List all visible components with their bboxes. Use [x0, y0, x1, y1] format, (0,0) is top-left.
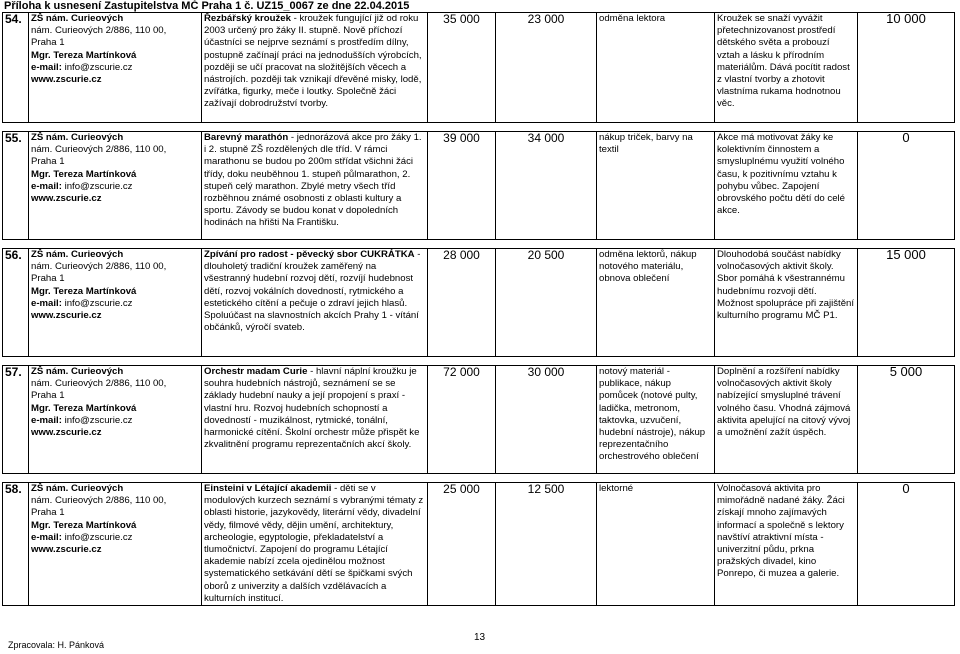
project-description-cell	[202, 483, 428, 606]
project-title: Zpívání pro radost - pěvecký sbor CUKRÁTKA	[204, 249, 415, 260]
table-row	[3, 132, 955, 240]
justification: Dlouhodobá součást nabídky volnočasových aktivit školy. Sbor pomáhá k všestrannému hudebnímu rozvoji dětí. Možnost spolupráce při zajištění kulturního programu MČ P1.	[715, 249, 858, 357]
org-line: nám. Curieových 2/886, 110 00,	[31, 25, 167, 37]
project-title: Einsteini v Létající akademii	[204, 483, 332, 494]
total-cost: 72 000	[428, 366, 496, 474]
org-line: Praha 1	[31, 390, 65, 402]
org-line: ZŠ nám. Curieových	[31, 249, 124, 260]
total-cost: 35 000	[428, 13, 496, 123]
org-line: ZŠ nám. Curieových	[31, 132, 124, 143]
project-description: - dlouholetý tradiční kroužek zaměřený na všestranný hudební rozvoj dětí, rozvíjí hudebnost dětí, rozvoj vokálních dovedností, rytmického a estetického cítění a pečuje o zdraví jejich hlasů. Spoluúčast na slavnostních akcích Prahy 1 - vítání občánků, výročí svateb.	[204, 249, 421, 334]
org-line: e-mail: info@zscurie.cz	[31, 297, 133, 309]
requested-amount: 23 000	[496, 13, 597, 123]
project-description: - kroužek fungující již od roku 2003 určený pro žáky II. stupně. Nově příchozí účastníci se nejprve seznámí s prostředím dílny, postupně začínají práci na jednodušších výrobcích, později se učí pracovat na složitějších věcech a nástrojích. později tak vznikají dřevěné misky, lodě, zvířátka, figurky, meče i loutky. Společně žáci zažívají dobrodružství tvorby.	[204, 13, 422, 110]
organization-cell	[29, 249, 202, 357]
org-line: www.zscurie.cz	[31, 193, 102, 205]
project-title: Řezbářský kroužek	[204, 13, 291, 24]
organization-cell	[29, 366, 202, 474]
org-line: nám. Curieových 2/886, 110 00,	[31, 261, 167, 273]
org-line: e-mail: info@zscurie.cz	[31, 414, 133, 426]
requested-amount: 30 000	[496, 366, 597, 474]
project-title: Barevný marathón	[204, 132, 289, 143]
row-gap	[3, 474, 955, 483]
row-number: 56.	[3, 249, 29, 357]
project-description-cell	[202, 366, 428, 474]
total-cost: 28 000	[428, 249, 496, 357]
project-description: - děti se v modulových kurzech seznámí s vybranými tématy z oblasti historie, jazykovědy, literární vědy, divadelní vědy, filmové vědy, dějin umění, architektury, archeologie, egyptologie, překladatelství a tlumočnictví. Zapojení do programu Létající akademie nabízí zcela ojedinělou možnost systematického setkávání dětí se špičkami svých oborů z univerzity a dalších vzdělávacích a kulturních institucí.	[204, 483, 424, 604]
org-line: ZŠ nám. Curieových	[31, 13, 124, 24]
org-line: e-mail: info@zscurie.cz	[31, 61, 133, 73]
org-line: e-mail: info@zscurie.cz	[31, 180, 133, 192]
org-line: Mgr. Tereza Martínková	[31, 285, 137, 297]
purpose: odměna lektora	[597, 13, 715, 123]
row-number: 55.	[3, 132, 29, 240]
purpose: nákup triček, barvy na textil	[597, 132, 715, 240]
org-line: Praha 1	[31, 507, 65, 519]
total-cost: 39 000	[428, 132, 496, 240]
footer-author: Zpracovala: H. Pánková	[8, 640, 105, 650]
table-row	[3, 483, 955, 606]
org-line: www.zscurie.cz	[31, 74, 102, 86]
org-line: Mgr. Tereza Martínková	[31, 519, 137, 531]
org-line: Mgr. Tereza Martínková	[31, 49, 137, 61]
gap-cell	[3, 240, 955, 249]
row-gap	[3, 357, 955, 366]
table-row	[3, 366, 955, 474]
table-row	[3, 13, 955, 123]
project-description: - hlavní náplní kroužku je souhra hudebních nástrojů, seznámení se se základy hudební nauky a její propojení s praxí - vlastní hru. Rozvoj hudebních schopností a dovedností - muzikálnost, rytmické, tonální, harmonické cítění. Školní orchestr může přispět ke zkvalitnění programu reprezentačních akcí školy.	[204, 366, 420, 451]
document-header: Příloha k usnesení Zastupitelstva MČ Praha 1 č. UZ15_0067 ze dne 22.04.2015	[4, 0, 410, 12]
row-gap	[3, 240, 955, 249]
approved-amount: 15 000	[858, 249, 955, 357]
project-description: - jednorázová akce pro žáky 1. i 2. stupně ZŠ rozdělených dle tříd. V rámci marathonu se budou po 200m střídat všichni žáci třídy, doku neuběhnou 1. stupeň půlmarathon, 2. stupeň celý marathon. Zbylé metry všech tříd rozběhnou známé osobnosti z oblasti kultury a sportu. Závody se budou konat v dopoledních hodinách na hřišti Na Františku.	[204, 132, 422, 229]
project-description-cell	[202, 132, 428, 240]
org-line: nám. Curieových 2/886, 110 00,	[31, 378, 167, 390]
justification: Volnočasová aktivita pro mimořádně nadané žáky. Žáci získají mnoho zajímavých informací a společně s lektory navštíví atraktivní místa - univerzitní půdu, prkna pražských divadel, kino Ponrepo, či muzea a galerie.	[715, 483, 858, 606]
requested-amount: 12 500	[496, 483, 597, 606]
organization-cell	[29, 13, 202, 123]
organization-cell	[29, 132, 202, 240]
approved-amount: 0	[858, 483, 955, 606]
gap-cell	[3, 123, 955, 132]
row-gap	[3, 123, 955, 132]
justification: Kroužek se snaží vyvážit přetechnizovanost prostředí dětského světa a probouzí vztah a lásku k přírodním materiálům. Dává pocítit radost z vlastní tvorby a zhotovit vlastníma rukama hodnotnou věc.	[715, 13, 858, 123]
gap-cell	[3, 357, 955, 366]
org-line: nám. Curieových 2/886, 110 00,	[31, 144, 167, 156]
requested-amount: 34 000	[496, 132, 597, 240]
org-line: ZŠ nám. Curieových	[31, 366, 124, 377]
org-line: ZŠ nám. Curieových	[31, 483, 124, 494]
grant-table	[2, 12, 955, 606]
org-line: nám. Curieových 2/886, 110 00,	[31, 495, 167, 507]
requested-amount: 20 500	[496, 249, 597, 357]
purpose: notový materiál - publikace, nákup pomůcek (notové pulty, ladička, metronom, taktovka, uzvučení, hudební nástroje), nákup reprezentačního orchestrového oblečení	[597, 366, 715, 474]
project-description-cell	[202, 13, 428, 123]
total-cost: 25 000	[428, 483, 496, 606]
justification: Akce má motivovat žáky ke kolektivním činnostem a smysluplnému využití volného času, k pozitivnímu vztahu k pohybu vůbec. Zapojení obrovského počtu dětí do celé akce.	[715, 132, 858, 240]
justification: Doplnění a rozšíření nabídky volnočasových aktivit školy nabízející smysluplné trávení volného času. Vhodná zájmová aktivita apelující na citový vývoj a umožnění zažít úspěch.	[715, 366, 858, 474]
row-number: 58.	[3, 483, 29, 606]
org-line: www.zscurie.cz	[31, 310, 102, 322]
project-title: Orchestr madam Curie	[204, 366, 308, 377]
approved-amount: 5 000	[858, 366, 955, 474]
org-line: e-mail: info@zscurie.cz	[31, 531, 133, 543]
purpose: lektorné	[597, 483, 715, 606]
row-number: 54.	[3, 13, 29, 123]
org-line: www.zscurie.cz	[31, 544, 102, 556]
org-line: Praha 1	[31, 156, 65, 168]
row-number: 57.	[3, 366, 29, 474]
table-row	[3, 249, 955, 357]
org-line: Mgr. Tereza Martínková	[31, 402, 137, 414]
org-line: Praha 1	[31, 273, 65, 285]
project-description-cell	[202, 249, 428, 357]
org-line: Praha 1	[31, 37, 65, 49]
gap-cell	[3, 474, 955, 483]
approved-amount: 10 000	[858, 13, 955, 123]
org-line: Mgr. Tereza Martínková	[31, 168, 137, 180]
organization-cell	[29, 483, 202, 606]
org-line: www.zscurie.cz	[31, 427, 102, 439]
page-number: 13	[474, 632, 486, 643]
approved-amount: 0	[858, 132, 955, 240]
purpose: odměna lektorů, nákup notového materiálu, obnova oblečení	[597, 249, 715, 357]
